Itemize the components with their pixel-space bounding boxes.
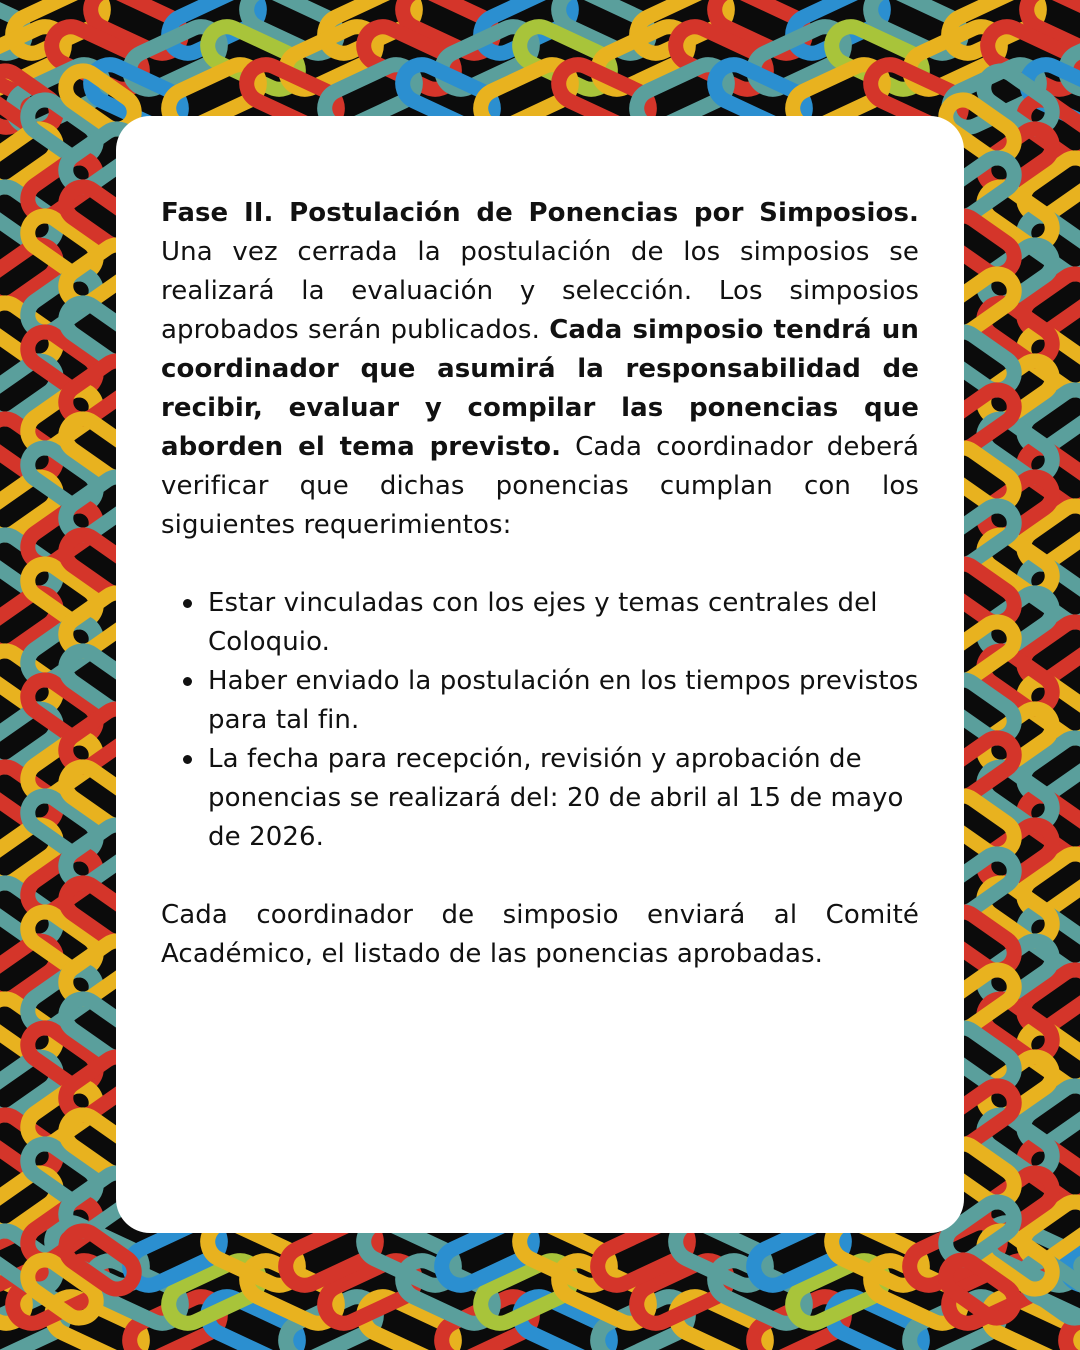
- coordinator-statement: Cada simposio tendrá un coordinador que asumirá la responsabilidad de recibir, evaluar y compilar las ponencias que aborden el tema previsto.: [161, 315, 919, 462]
- requirement-text: Haber enviado la postulación en los tiempos previstos para tal fin.: [208, 666, 919, 735]
- closing-paragraph: Cada coordinador de simposio enviará al Comité Académico, el listado de las ponencias aprobadas.: [161, 900, 919, 969]
- requirements-list: [161, 584, 919, 857]
- bullet-icon: [183, 755, 192, 764]
- list-item: [208, 740, 919, 857]
- intro-paragraph: [161, 194, 919, 545]
- bullet-icon: [183, 677, 192, 686]
- requirement-text: Estar vinculadas con los ejes y temas centrales del Coloquio.: [208, 588, 878, 657]
- verification-text: Cada coordinador deberá verificar que dichas ponencias cumplan con los siguientes requerimientos:: [161, 432, 919, 540]
- list-item: [208, 662, 919, 740]
- list-item: [208, 584, 919, 662]
- content-card: [116, 116, 964, 1233]
- phase-title: Fase II. Postulación de Ponencias por Simposios.: [161, 198, 919, 228]
- requirement-text: La fecha para recepción, revisión y aprobación de ponencias se realizará del: 20 de abril al 15 de mayo de 2026.: [208, 744, 904, 852]
- intro-text: Una vez cerrada la postulación de los simposios se realizará la evaluación y selección. Los simposios aprobados serán publicados.: [161, 237, 919, 345]
- bullet-icon: [183, 599, 192, 608]
